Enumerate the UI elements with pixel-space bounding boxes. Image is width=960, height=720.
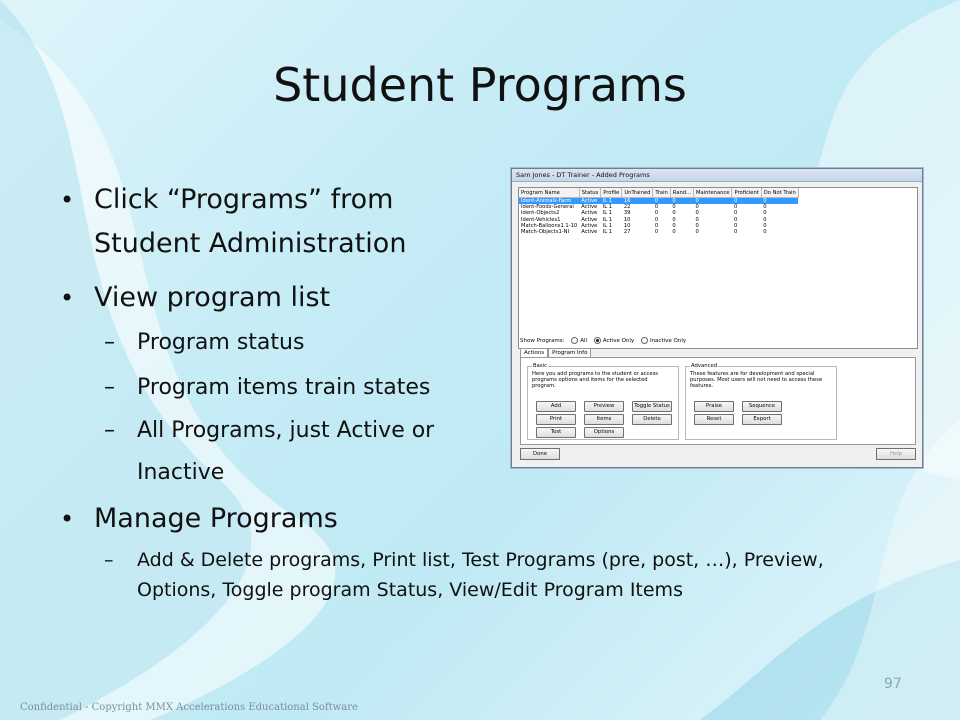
table-cell: Ident-Foods-General xyxy=(521,204,574,211)
table-cell: 0 xyxy=(732,198,761,205)
advanced-description: These features are for development and special purposes. Most users will not need to access these features. xyxy=(690,371,823,389)
radio-active-only[interactable] xyxy=(594,337,601,344)
programs-dialog-screenshot xyxy=(511,168,923,468)
options-button[interactable]: Options xyxy=(584,427,624,438)
table-cell: IL 1 xyxy=(602,216,613,223)
footer-copyright: Confidential - Copyright MMX Accelerations Educational Software xyxy=(20,702,358,713)
sub-bullet-text: All Programs, just Active or Inactive xyxy=(137,418,435,485)
add-button[interactable]: Add xyxy=(536,401,576,412)
manage-section xyxy=(60,497,920,605)
table-cell: 0 xyxy=(654,204,659,211)
toggle-status-button[interactable]: Toggle Status xyxy=(632,401,672,412)
table-cell: 0 xyxy=(763,210,767,217)
table-cell: 0 xyxy=(672,204,676,211)
slide-title: Student Programs xyxy=(273,58,687,112)
program-table xyxy=(519,188,799,235)
table-cell: IL 1 xyxy=(602,204,613,211)
bullet-list xyxy=(60,178,500,494)
tab-actions[interactable]: Actions xyxy=(520,348,548,357)
print-button[interactable]: Print xyxy=(536,414,576,425)
bullet-manage-programs: • Manage Programs xyxy=(60,497,920,541)
table-cell: 0 xyxy=(672,222,676,229)
table-cell: 0 xyxy=(654,216,659,223)
table-cell: 0 xyxy=(672,216,676,223)
table-cell: 0 xyxy=(733,216,738,223)
table-cell: 0 xyxy=(763,229,767,236)
table-row[interactable] xyxy=(519,229,798,235)
show-programs-label: Show Programs: xyxy=(520,338,565,344)
table-cell: 0 xyxy=(670,198,693,205)
basic-group xyxy=(527,363,679,440)
table-cell: 22 xyxy=(623,204,631,211)
sub-bullet-text: Add & Delete programs, Print list, Test Programs (pre, post, …), Preview, Options, Toggle program Status, View/Edit Program Items xyxy=(137,549,824,601)
table-cell: 0 xyxy=(695,222,699,229)
table-cell: 0 xyxy=(654,222,659,229)
table-cell: Active xyxy=(581,210,598,217)
table-cell: Match-Balloons1 1-10 xyxy=(521,222,578,229)
table-cell: 0 xyxy=(761,198,798,205)
sub-bullet-train-states: – Program items train states xyxy=(104,375,431,400)
table-cell: IL 1 xyxy=(602,222,613,229)
table-cell: 27 xyxy=(623,229,631,236)
actions-panel xyxy=(520,357,916,445)
column-header[interactable]: UnTrained xyxy=(622,188,653,198)
table-cell: 10 xyxy=(623,216,631,223)
basic-group-label: Basic xyxy=(533,363,548,369)
table-cell: IL 1 xyxy=(602,229,613,236)
radio-active-label: Active Only xyxy=(602,338,635,344)
radio-all[interactable] xyxy=(571,337,578,344)
column-header[interactable]: Status xyxy=(579,188,601,198)
table-cell: 0 xyxy=(695,216,699,223)
basic-description: Here you add programs to the student or access programs options and items for the selected program. xyxy=(532,371,658,389)
page-number: 97 xyxy=(884,676,902,692)
dialog-title: Sam Jones - DT Trainer - Added Programs xyxy=(512,169,922,182)
column-header[interactable]: Train xyxy=(653,188,670,198)
delete-button[interactable]: Delete xyxy=(632,414,672,425)
table-cell: 0 xyxy=(763,204,767,211)
table-cell: Active xyxy=(581,222,598,229)
sub-bullet-manage: – Add & Delete programs, Print list, Test Programs (pre, post, …), Preview, Options, Toggle program Status, View/Edit Program Items xyxy=(104,549,824,601)
table-cell: 39 xyxy=(623,210,631,217)
table-cell: IL 1 xyxy=(601,198,622,205)
table-cell: 0 xyxy=(733,210,738,217)
table-cell: 0 xyxy=(763,216,767,223)
radio-inactive-label: Inactive Only xyxy=(649,338,687,344)
sub-bullet-active-inactive: – All Programs, just Active or Inactive xyxy=(104,418,435,485)
tab-strip xyxy=(520,348,591,357)
test-button[interactable]: Test xyxy=(536,427,576,438)
table-cell: IL 1 xyxy=(602,210,613,217)
radio-inactive-only[interactable] xyxy=(641,337,648,344)
table-cell: Ident-Animals-Farm xyxy=(519,198,579,205)
items-button[interactable]: Items xyxy=(584,414,624,425)
table-cell: Active xyxy=(579,198,601,205)
sub-bullet-text: Program items train states xyxy=(137,375,431,400)
table-cell: 0 xyxy=(672,229,676,236)
tab-program-info[interactable]: Program Info xyxy=(548,348,591,357)
show-programs-row xyxy=(520,337,686,344)
sequence-button[interactable]: Sequence xyxy=(742,401,782,412)
advanced-group-label: Advanced xyxy=(691,363,718,369)
table-cell: Active xyxy=(581,204,598,211)
column-header[interactable]: Profile xyxy=(601,188,622,198)
sub-bullet-status: – Program status xyxy=(104,330,305,355)
table-cell: Match-Objects1-NI xyxy=(521,229,570,236)
column-header[interactable]: Rand... xyxy=(670,188,693,198)
preview-button[interactable]: Preview xyxy=(584,401,624,412)
sub-bullet-text: Program status xyxy=(137,330,305,355)
table-cell: 0 xyxy=(653,198,670,205)
praise-button[interactable]: Praise xyxy=(694,401,734,412)
table-cell: 10 xyxy=(623,222,631,229)
table-cell: Active xyxy=(581,216,598,223)
column-header[interactable]: Do Not Train xyxy=(761,188,798,198)
column-header[interactable]: Proficient xyxy=(732,188,761,198)
radio-all-label: All xyxy=(580,338,588,344)
column-header[interactable]: Program Name xyxy=(519,188,579,198)
table-cell: 0 xyxy=(694,198,732,205)
table-cell: 0 xyxy=(654,210,659,217)
table-cell: 0 xyxy=(695,210,699,217)
table-cell: 0 xyxy=(672,210,676,217)
table-cell: Active xyxy=(581,229,598,236)
help-button[interactable]: Help xyxy=(876,448,916,460)
table-cell: 0 xyxy=(733,229,738,236)
table-cell: 16 xyxy=(622,198,653,205)
table-cell: Ident-Objects2 xyxy=(521,210,560,217)
table-cell: Ident-Vehicles1 xyxy=(521,216,561,223)
done-button[interactable]: Done xyxy=(520,448,560,460)
export-button[interactable]: Export xyxy=(742,414,782,425)
bullet-click-programs: • Click “Programs” from Student Administration xyxy=(60,178,500,266)
table-cell: 0 xyxy=(695,204,699,211)
column-header[interactable]: Maintenance xyxy=(694,188,732,198)
table-cell: 0 xyxy=(733,204,738,211)
table-cell: 0 xyxy=(763,222,767,229)
reset-button[interactable]: Reset xyxy=(694,414,734,425)
advanced-group xyxy=(685,363,837,440)
table-cell: 0 xyxy=(695,229,699,236)
bullet-view-program-list: • View program list xyxy=(60,276,500,320)
table-row[interactable] xyxy=(519,198,798,205)
program-list[interactable] xyxy=(518,187,918,349)
table-cell: 0 xyxy=(654,229,659,236)
table-cell: 0 xyxy=(733,222,738,229)
